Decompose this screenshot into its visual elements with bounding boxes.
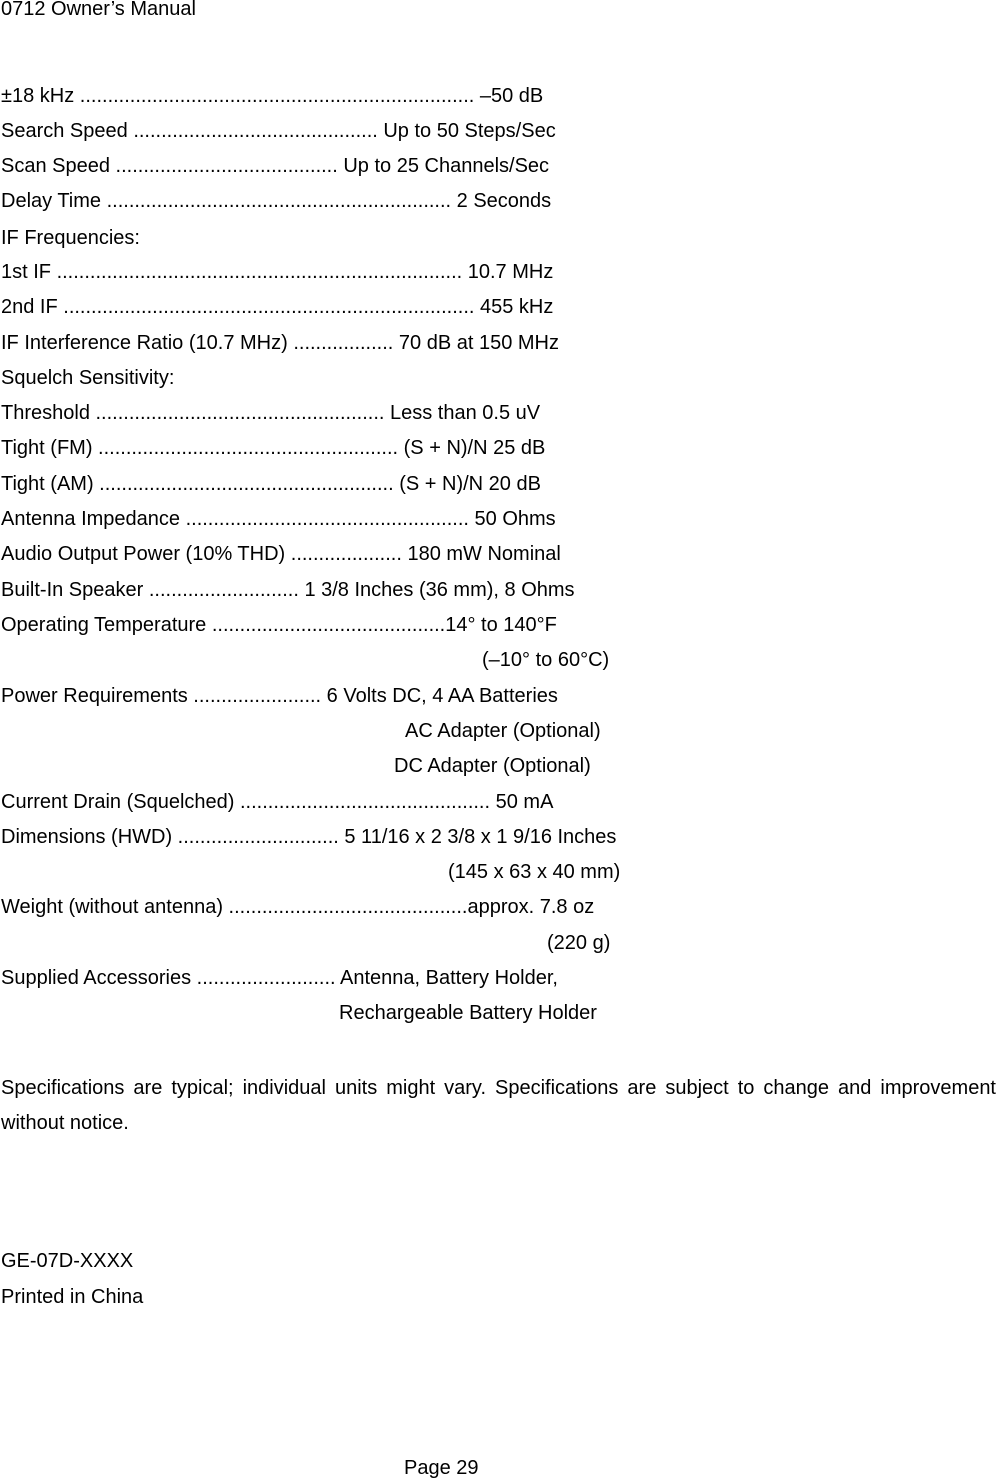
spec-line: Tight (AM) ..................................................... (S + N)/N 20 dB: [1, 473, 541, 495]
spec-continuation: (–10° to 60°C): [482, 649, 610, 671]
specifications-note: Specifications are typical; individual units might vary. Specifications are subject to change and improvement without notice.: [1, 1077, 996, 1134]
product-code: GE-07D-XXXX: [1, 1250, 134, 1272]
spec-line: Tight (FM) ...................................................... (S + N)/N 25 dB: [1, 437, 546, 459]
spec-continuation: Rechargeable Battery Holder: [339, 1002, 597, 1024]
spec-line: IF Interference Ratio (10.7 MHz) .................. 70 dB at 150 MHz: [1, 332, 559, 354]
spec-line: 1st IF ......................................................................... 10.7 MHz: [1, 261, 554, 283]
page-number: Page 29: [404, 1457, 479, 1479]
spec-line: Supplied Accessories ......................... Antenna, Battery Holder,: [1, 967, 558, 989]
spec-line: Operating Temperature ..........................................14° to 140°F: [1, 614, 557, 636]
spec-line: Antenna Impedance ................................................... 50 Ohms: [1, 508, 556, 530]
spec-section-heading: Squelch Sensitivity:: [1, 367, 175, 389]
spec-line: 2nd IF .......................................................................... 455 kHz: [1, 296, 554, 318]
spec-line: Power Requirements ....................... 6 Volts DC, 4 AA Batteries: [1, 685, 558, 707]
spec-section-heading: IF Frequencies:: [1, 227, 140, 249]
spec-line: Weight (without antenna) ...........................................approx. 7.8 oz: [1, 896, 595, 918]
spec-line: ±18 kHz ....................................................................... –50 dB: [1, 85, 544, 107]
spec-line: Audio Output Power (10% THD) .................... 180 mW Nominal: [1, 543, 561, 565]
spec-continuation: DC Adapter (Optional): [394, 755, 591, 777]
spec-line: Built-In Speaker ........................... 1 3/8 Inches (36 mm), 8 Ohms: [1, 579, 575, 601]
spec-line: Threshold .................................................... Less than 0.5 uV: [1, 402, 541, 424]
spec-line: Delay Time .............................................................. 2 Seconds: [1, 190, 552, 212]
page-header-title: 0712 Owner’s Manual: [1, 0, 196, 20]
spec-line: Current Drain (Squelched) ............................................. 50 mA: [1, 791, 554, 813]
spec-line: Search Speed ............................................ Up to 50 Steps/Sec: [1, 120, 556, 142]
spec-continuation: (220 g): [547, 932, 611, 954]
spec-continuation: AC Adapter (Optional): [405, 720, 601, 742]
spec-line: Scan Speed ........................................ Up to 25 Channels/Sec: [1, 155, 550, 177]
spec-continuation: (145 x 63 x 40 mm): [448, 861, 621, 883]
printed-origin: Printed in China: [1, 1286, 144, 1308]
spec-line: Dimensions (HWD) ............................. 5 11/16 x 2 3/8 x 1 9/16 Inches: [1, 826, 617, 848]
